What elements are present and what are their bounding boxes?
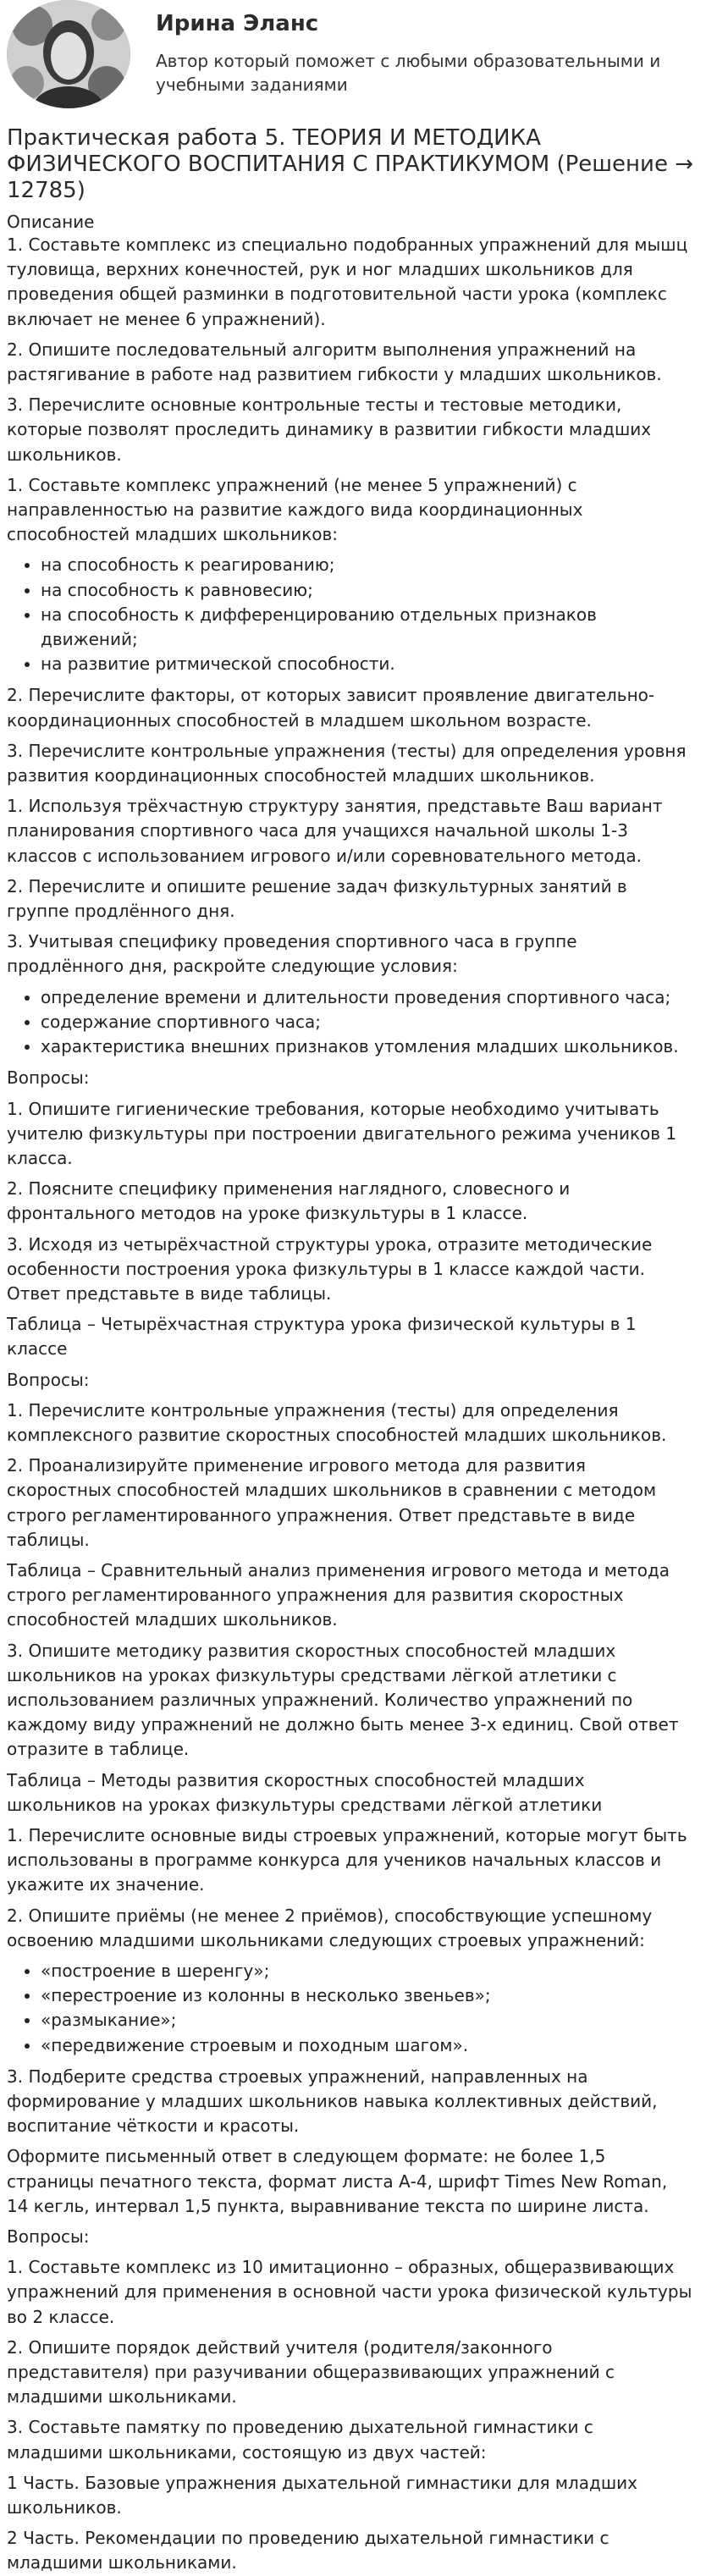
bullet-list xyxy=(7,1959,693,2058)
bullet-list xyxy=(7,553,693,676)
paragraph: 3. Подберите средства строевых упражнений, направленных на формирование у младших школьников навыка коллективных действий, воспитание чёткости и красоты. xyxy=(7,2066,658,2137)
paragraph: 2 Часть. Рекомендации по проведению дыхательной гимнастики с младшими школьниками. xyxy=(7,2528,609,2573)
paragraph: Вопросы: xyxy=(7,1369,90,1390)
paragraph: 2. Перечислите факторы, от которых зависит проявление двигательно-координационных способностей в младшем школьном возрасте. xyxy=(7,685,655,731)
list-item: • «построение в шеренгу»; xyxy=(41,1959,693,1983)
list-item: • «передвижение строевым и походным шагом». xyxy=(41,2033,693,2058)
paragraph: 2. Опишите приёмы (не менее 2 приёмов), способствующие успешному освоению младшими школьниками следующих строевых упражнений: xyxy=(7,1905,653,1950)
paragraph: 3. Перечислите контрольные упражнения (тесты) для определения уровня развития координационных способностей младших школьников. xyxy=(7,740,687,786)
author-description: Автор который поможет с любыми образовательными и учебными заданиями xyxy=(156,51,661,95)
author-avatar xyxy=(7,0,130,108)
paragraph: 1. Составьте комплекс из специально подобранных упражнений для мышц туловища, верхних конечностей, рук и ног младших школьников для проведения общей разминки в подготовительной части урока (комплекс включает не менее 6 упражнений). xyxy=(7,234,688,329)
paragraph: 3. Составьте памятку по проведению дыхательной гимнастики с младшими школьниками, состоящую из двух частей: xyxy=(7,2417,593,2463)
author-header xyxy=(0,0,717,112)
paragraph: Таблица – Четырёхчастная структура урока физической культуры в 1 классе xyxy=(7,1314,637,1360)
paragraph: Таблица – Методы развития скоростных способностей младших школьников на уроках физкультуры средствами лёгкой атлетики xyxy=(7,1769,603,1815)
paragraph: 3. Исходя из четырёхчастной структуры урока, отразите методические особенности построения урока физкультуры в 1 классе каждой части. Ответ представьте в виде таблицы. xyxy=(7,1233,653,1304)
paragraph: 1. Составьте комплекс из 10 имитационно – образных, общеразвивающих упражнений для применения в основной части урока физической культуры во 2 классе. xyxy=(7,2257,692,2327)
list-item: • на способность к реагированию; xyxy=(41,553,693,577)
list-item: • на развитие ритмической способности. xyxy=(41,652,693,676)
paragraph: 1. Используя трёхчастную структуру занятия, представьте Ваш вариант планирования спортивного часа для учащихся начальной школы 1-3 классов с использованием игрового и/или соревновательного метода. xyxy=(7,796,663,866)
paragraph: 1. Опишите гигиенические требования, которые необходимо учитывать учителю физкультуры при построении двигательного режима учеников 1 класса. xyxy=(7,1098,677,1168)
paragraph: 2. Опишите порядок действий учителя (родителя/законного представителя) при разучивании общеразвивающих упражнений с младшими школьниками. xyxy=(7,2336,615,2408)
paragraph: 1. Перечислите контрольные упражнения (тесты) для определения комплексного развитие скоростных способностей младших школьников. xyxy=(7,1399,667,1445)
bullet-list xyxy=(7,985,693,1060)
list-item: • на способность к дифференцированию отдельных признаков движений; xyxy=(41,603,693,652)
paragraph: 3. Опишите методику развития скоростных способностей младших школьников на уроках физкультуры средствами лёгкой атлетики с использованием различных упражнений. Количество упражнений по каждому виду упражнений не должно быть менее 3-х единиц. Свой ответ отразите в таблице. xyxy=(7,1640,679,1760)
list-item: • «размыкание»; xyxy=(41,2008,693,2033)
list-item: • характеристика внешних признаков утомления младших школьников. xyxy=(41,1034,693,1059)
description-label: Описание xyxy=(7,212,95,232)
paragraph: 2. Проанализируйте применение игрового метода для развития скоростных способностей младших школьников в сравнении с методом строго регламентированного упражнения. Ответ представьте в виде таблицы. xyxy=(7,1455,657,1550)
paragraph: Вопросы: xyxy=(7,1067,90,1089)
work-content xyxy=(0,112,702,2576)
paragraph: 1. Перечислите основные виды строевых упражнений, которые могут быть использованы в программе конкурса для учеников начальных классов и укажите их значение. xyxy=(7,1824,687,1895)
author-name: Ирина Эланс xyxy=(156,11,319,36)
list-item: • «перестроение из колонны в несколько звеньев»; xyxy=(41,1983,693,2008)
work-title: Практическая работа 5. ТЕОРИЯ И МЕТОДИКА ФИЗИЧЕСКОГО ВОСПИТАНИЯ С ПРАКТИКУМОМ (Решение → 12785) xyxy=(7,125,693,203)
paragraph: 1 Часть. Базовые упражнения дыхательной гимнастики для младших школьников. xyxy=(7,2472,638,2518)
list-item: • определение времени и длительности проведения спортивного часа; xyxy=(41,985,693,1010)
paragraph: Таблица – Сравнительный анализ применения игрового метода и метода строго регламентированного упражнения для развития скоростных способностей младших школьников. xyxy=(7,1559,670,1630)
paragraph: Вопросы: xyxy=(7,2226,90,2248)
paragraph: 2. Поясните специфику применения наглядного, словесного и фронтального методов на уроке физкультуры в 1 классе. xyxy=(7,1178,571,1224)
list-item: • на способность к равновесию; xyxy=(41,578,693,603)
paragraph: Оформите письменный ответ в следующем формате: не более 1,5 страницы печатного текста, формат листа А-4, шрифт Times New Roman, 14 кегль, интервал 1,5 пункта, выравнивание текста по ширине листа. xyxy=(7,2146,668,2216)
avatar-photo-icon xyxy=(7,0,130,108)
paragraph: 1. Составьте комплекс упражнений (не менее 5 упражнений) с направленностью на развитие каждого вида координационных способностей младших школьников: xyxy=(7,474,583,545)
paragraph: 2. Опишите последовательный алгоритм выполнения упражнений на растягивание в работе над развитием гибкости у младших школьников. xyxy=(7,339,662,385)
paragraph: 3. Перечислите основные контрольные тесты и тестовые методики, которые позволят проследить динамику в развитии гибкости младших школьников. xyxy=(7,394,652,465)
description-body xyxy=(7,233,693,2576)
paragraph: 3. Учитывая специфику проведения спортивного часа в группе продлённого дня, раскройте следующие условия: xyxy=(7,931,577,977)
list-item: • содержание спортивного часа; xyxy=(41,1010,693,1034)
paragraph: 2. Перечислите и опишите решение задач физкультурных занятий в группе продлённого дня. xyxy=(7,875,627,922)
